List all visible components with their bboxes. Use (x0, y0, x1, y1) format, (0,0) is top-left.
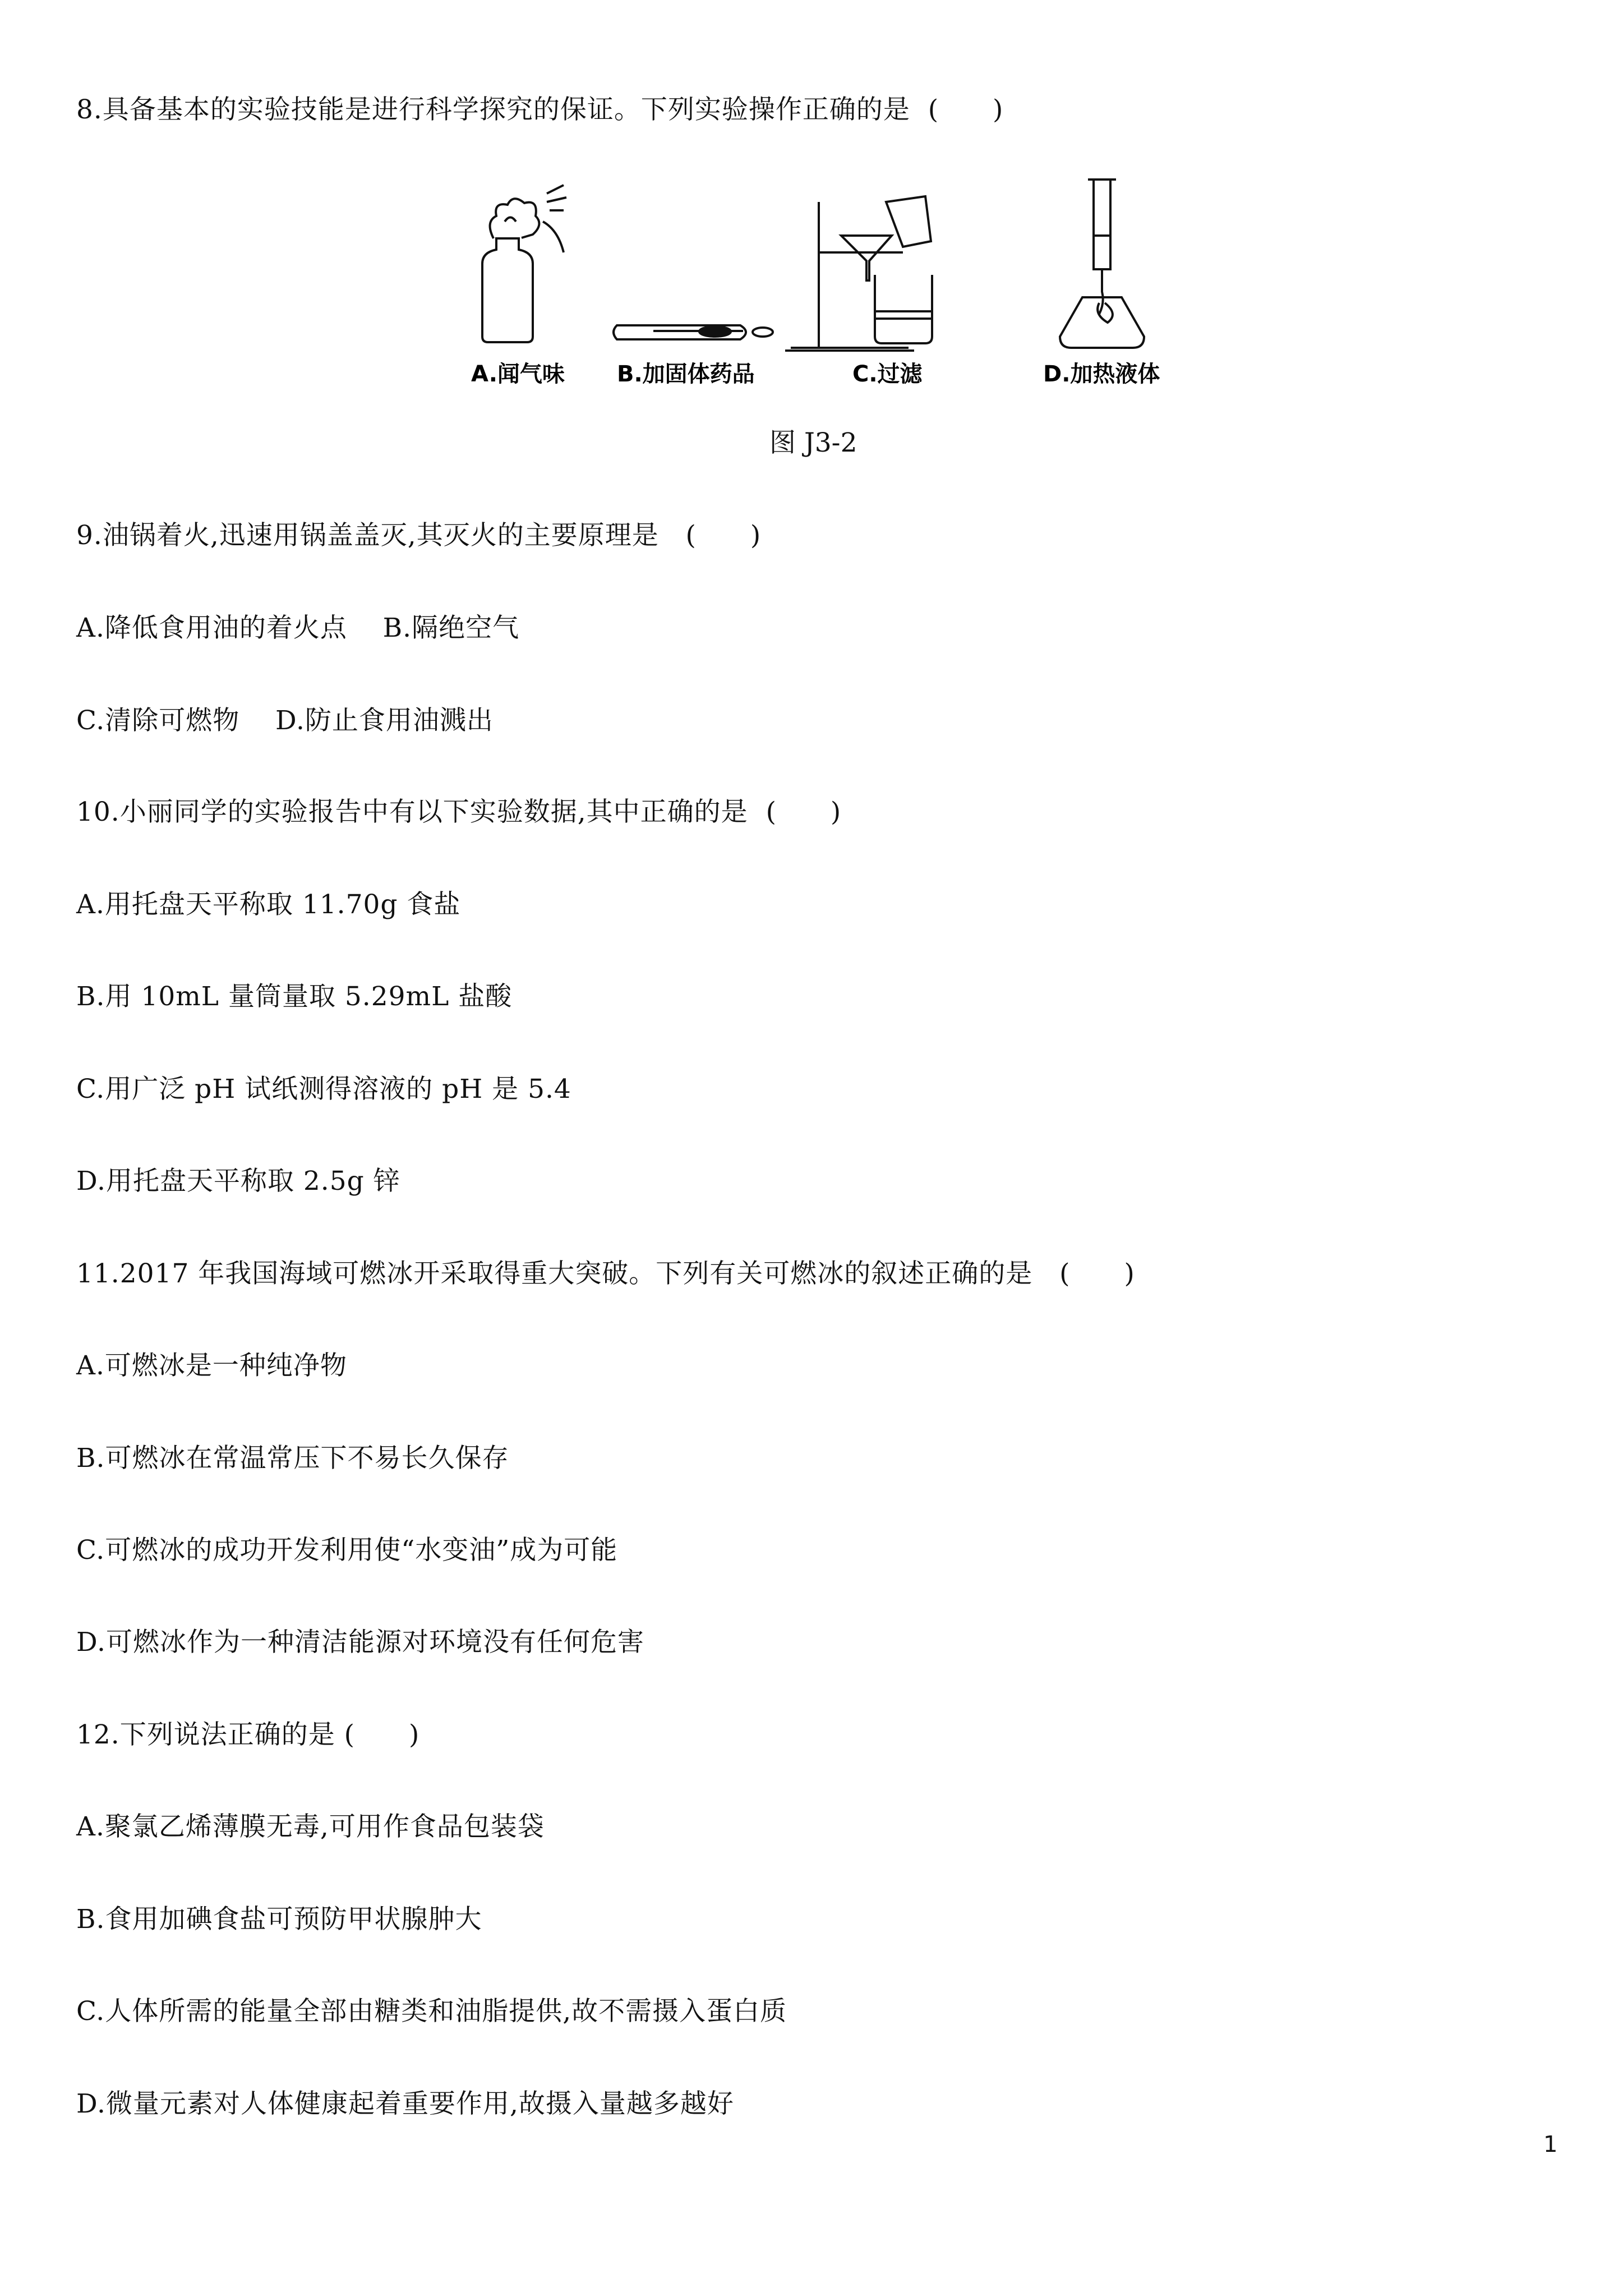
question-12-option-b: B.食用加碘食盐可预防甲状腺肿大 (76, 1904, 482, 1935)
question-12-option-d: D.微量元素对人体健康起着重要作用,故摄入量越多越好 (76, 2088, 734, 2119)
caption-b: B.加固体药品 (617, 361, 755, 387)
lab-operations-figure (449, 168, 1189, 393)
question-9-options-cd: C.清除可燃物 D.防止食用油溅出 (76, 705, 494, 736)
page-number: 1 (1543, 2132, 1558, 2157)
question-10-option-a: A.用托盘天平称取 11.70g 食盐 (76, 889, 461, 920)
question-12-option-c: C.人体所需的能量全部由糖类和油脂提供,故不需摄入蛋白质 (76, 1996, 787, 2027)
caption-c: C.过滤 (852, 361, 923, 387)
add-solid-illustration (614, 325, 773, 339)
figure-label: 图 J3-2 (769, 427, 857, 458)
question-9-stem: 9.油锅着火,迅速用锅盖盖灭,其灭火的主要原理是 ( ) (76, 520, 762, 551)
caption-a: A.闻气味 (471, 361, 565, 387)
heat-liquid-illustration (1060, 180, 1144, 348)
question-11-option-d: D.可燃冰作为一种清洁能源对环境没有任何危害 (76, 1627, 644, 1658)
question-10-stem: 10.小丽同学的实验报告中有以下实验数据,其中正确的是 ( ) (76, 797, 842, 827)
question-10-option-b: B.用 10mL 量筒量取 5.29mL 盐酸 (76, 981, 513, 1012)
question-11-option-a: A.可燃冰是一种纯净物 (76, 1350, 347, 1381)
question-10-option-d: D.用托盘天平称取 2.5g 锌 (76, 1166, 400, 1197)
question-8-stem: 8.具备基本的实验技能是进行科学探究的保证。下列实验操作正确的是 ( ) (76, 94, 1004, 125)
question-10-option-c: C.用广泛 pH 试纸测得溶液的 pH 是 5.4 (76, 1074, 571, 1105)
smell-gas-illustration (482, 185, 566, 342)
question-11-stem: 11.2017 年我国海域可燃冰开采取得重大突破。下列有关可燃冰的叙述正确的是 ( ) (76, 1258, 1135, 1289)
question-9-options-ab: A.降低食用油的着火点 B.隔绝空气 (76, 613, 520, 643)
question-12-stem: 12.下列说法正确的是 ( ) (76, 1719, 420, 1750)
question-12-option-a: A.聚氯乙烯薄膜无毒,可用作食品包装袋 (76, 1811, 545, 1842)
question-11-option-c: C.可燃冰的成功开发利用使“水变油”成为可能 (76, 1535, 618, 1566)
filtration-illustration (785, 196, 932, 351)
caption-d: D.加热液体 (1043, 361, 1160, 387)
question-11-option-b: B.可燃冰在常温常压下不易长久保存 (76, 1443, 509, 1474)
